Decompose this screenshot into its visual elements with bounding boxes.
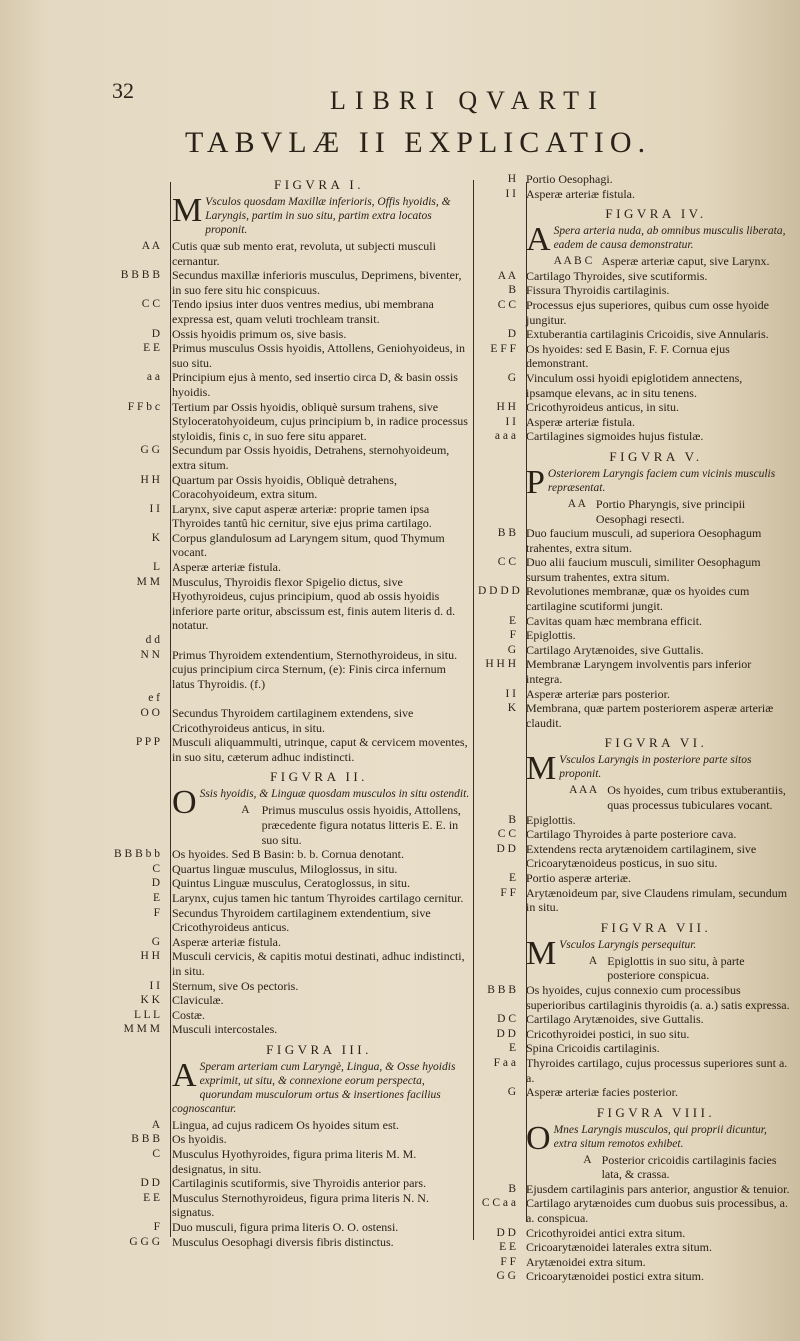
- legend-row: [110, 949, 470, 978]
- legend-row: [478, 283, 790, 298]
- legend-row: [200, 803, 470, 847]
- legend-label: D C: [497, 1013, 516, 1026]
- legend-text: Epiglottis.: [526, 628, 576, 643]
- legend-row: [478, 614, 790, 629]
- legend-row: [110, 400, 470, 444]
- legend-text: Epiglottis in suo situ, à parte posteriore conspicua.: [607, 953, 745, 983]
- legend-row: [478, 1269, 790, 1284]
- legend-row: [110, 979, 470, 994]
- legend-label: D D: [496, 1226, 516, 1239]
- legend-text: Arytænoidei extra situm.: [526, 1254, 646, 1269]
- legend-text: Primus Thyroidem extendentium, Sternothyroideus, in situ. cujus principium circa Sternum, (e): Finis circa infernum latus Thyroidis. (f.): [172, 647, 458, 691]
- legend-label: d d: [145, 634, 160, 647]
- legend-label: B: [508, 813, 516, 826]
- legend-label: E: [508, 614, 516, 627]
- legend-row: [548, 497, 790, 526]
- legend-text: Asperæ arteriæ fistula.: [526, 414, 635, 429]
- legend-label: G G G: [129, 1235, 160, 1248]
- figure-intro-text: Vsculos Laryngis in posteriore parte sitos proponit.: [559, 754, 752, 781]
- legend-label: C: [152, 1148, 160, 1161]
- figure-heading: FIGVRA VI.: [604, 735, 708, 751]
- figure-heading: FIGVRA VIII.: [596, 1104, 716, 1120]
- legend-row: [554, 1153, 790, 1182]
- legend-row: [478, 429, 790, 444]
- legend-row: [478, 342, 790, 371]
- legend-label: G G: [140, 444, 160, 457]
- legend-text: Musculus Oesophagi diversis fibris distinctus.: [172, 1234, 394, 1249]
- legend-text: Secundum par Ossis hyoidis, Detrahens, sternohyoideum, extra situm.: [172, 443, 450, 472]
- legend-row: [110, 327, 470, 342]
- legend-row: [554, 254, 790, 269]
- legend-row: [478, 1056, 790, 1085]
- legend-row: [110, 648, 470, 692]
- legend-label: A A: [141, 240, 160, 252]
- legend-row: [478, 1226, 790, 1241]
- legend-text: Musculi intercostales.: [172, 1022, 278, 1037]
- legend-text: Os hyoides: sed E Basin, F. F. Cornua ejus demonstrant.: [526, 341, 730, 371]
- legend-row: [110, 575, 470, 633]
- drop-capital: O: [526, 1119, 551, 1157]
- legend-label: A A A: [569, 784, 598, 797]
- legend-row: [110, 297, 470, 326]
- legend-text: Secundus Thyroidem cartilaginem extendens, sive Cricothyroideus anticus, in situ.: [172, 706, 414, 735]
- legend-label: M M: [136, 575, 160, 588]
- legend-text: Asperæ arteriæ pars posterior.: [526, 686, 670, 701]
- legend-row: [110, 502, 470, 531]
- figure-intro-text: Ssis hyoidis, & Linguæ quosdam musculos in situ ostendit.: [199, 788, 470, 801]
- legend-row: [478, 827, 790, 842]
- figure-section: [110, 177, 470, 764]
- legend-text: [168, 633, 470, 648]
- legend-row: [478, 1255, 790, 1270]
- legend-label: A: [588, 954, 598, 967]
- legend-text: Cavitas quam hæc membrana efficit.: [526, 613, 703, 628]
- legend-row: [478, 371, 790, 400]
- legend-label: F: [153, 1221, 160, 1234]
- legend-text: [168, 691, 470, 706]
- legend-text: Fissura Thyroidis cartilaginis.: [526, 283, 670, 298]
- figure-section: [478, 449, 790, 731]
- legend-row: [559, 783, 790, 812]
- legend-label: N N: [140, 648, 160, 661]
- legend-label: F F: [500, 1255, 516, 1268]
- legend-text: Asperæ arteriæ caput, sive Larynx.: [601, 254, 770, 269]
- legend-text: Corpus glandulosum ad Laryngem situm, quod Thymum vocant.: [172, 530, 445, 560]
- legend-row: [110, 443, 470, 472]
- figure-heading: FIGVRA II.: [270, 769, 368, 785]
- legend-text: Asperæ arteriæ fistula.: [172, 934, 281, 949]
- legend-row: [110, 1022, 470, 1037]
- legend-text: Secundus Thyroidem cartilaginem extendentium, sive Cricothyroideus anticus.: [172, 905, 431, 935]
- legend-row: [110, 1176, 470, 1191]
- legend-text: Cricoarytænoidei laterales extra situm.: [526, 1240, 712, 1255]
- legend-label: H H: [140, 473, 160, 486]
- legend-label: F: [153, 906, 160, 919]
- legend-text: Asperæ arteriæ fistula.: [526, 186, 635, 201]
- legend-label: A A: [567, 497, 586, 510]
- legend-row: [110, 1220, 470, 1235]
- legend-label: H H: [496, 401, 516, 414]
- legend-label: A: [151, 1118, 160, 1131]
- legend-label: D D: [496, 1027, 516, 1040]
- legend-label: A A: [497, 269, 516, 282]
- legend-text: Asperæ arteriæ fistula.: [172, 560, 281, 575]
- legend-label: E E: [143, 342, 160, 355]
- legend-text: Principium ejus à mento, sed insertio circa D, & basin ossis hyoidis.: [172, 370, 458, 399]
- legend-row: [110, 1147, 470, 1176]
- legend-text: Processus ejus superiores, quibus cum osse hyoide jungitur.: [526, 297, 769, 327]
- legend-label: D D D D: [478, 585, 520, 598]
- legend-text: Sternum, sive Os pectoris.: [172, 978, 299, 993]
- figure-section: [478, 920, 790, 1100]
- legend-row: [110, 993, 470, 1008]
- figure-intro: [478, 750, 790, 788]
- legend-row: [110, 633, 470, 648]
- left-column: [110, 172, 470, 1249]
- drop-capital: M: [526, 750, 557, 788]
- legend-label: D: [151, 327, 160, 340]
- legend-row: [110, 862, 470, 877]
- legend-label: F: [509, 629, 516, 642]
- legend-text: Costæ.: [172, 1007, 206, 1022]
- figure-section: [478, 735, 790, 914]
- legend-label: P P P: [135, 736, 160, 749]
- legend-label: G: [507, 643, 516, 656]
- legend-text: Os hyoidis.: [172, 1132, 227, 1147]
- legend-label: H H H: [485, 658, 516, 671]
- legend-text: Portio asperæ arteriæ.: [526, 870, 631, 885]
- legend-label: C C: [497, 556, 516, 569]
- figure-intro-text: Mnes Laryngis musculos, qui proprii dicuntur, extra situm remotos exhibet.: [553, 1123, 767, 1150]
- legend-text: Cricoarytænoidei postici extra situm.: [526, 1269, 704, 1284]
- legend-row: [110, 735, 470, 764]
- legend-row: [110, 1008, 470, 1023]
- drop-capital: A: [172, 1056, 197, 1094]
- drop-capital: O: [172, 784, 197, 822]
- legend-label: I I: [149, 502, 160, 515]
- legend-label: C C a a: [481, 1197, 516, 1210]
- legend-text: Secundus maxillæ inferioris musculus, Deprimens, biventer, in suo fere situ hic conspicuus.: [172, 268, 462, 297]
- legend-text: Cartilagines sigmoides hujus fistulæ.: [526, 429, 704, 444]
- legend-text: Tendo ipsius inter duos ventres medius, ubi membrana expressa est, quam veluti trochleam transit.: [172, 297, 434, 326]
- legend-row: [478, 871, 790, 886]
- legend-row: [478, 584, 790, 613]
- legend-row: [478, 628, 790, 643]
- figure-intro-text: Speram arteriam cum Laryngè, Lingua, & Osse hyoidis exprimit, ut situ, & connexione eorum perspecta, quorundam musculorum ortus & insertiones facilius cognoscantur.: [172, 1060, 456, 1115]
- legend-text: Os hyoides, cum tribus extuberantiis, quas processus tubiculares vocant.: [607, 783, 786, 812]
- legend-text: Membranæ Laryngem involventis pars inferior integra.: [526, 657, 752, 687]
- legend-label: F a a: [493, 1056, 516, 1069]
- legend-label: e f: [148, 692, 160, 705]
- right-column: [478, 172, 790, 1284]
- figure-section: [110, 769, 470, 1037]
- legend-row: [110, 691, 470, 706]
- legend-label: H: [507, 173, 516, 185]
- legend-label: A A B C: [553, 255, 593, 268]
- legend-label: B B B: [131, 1133, 160, 1146]
- legend-label: G G: [496, 1270, 516, 1283]
- legend-label: G: [151, 935, 160, 948]
- legend-label: C C: [497, 298, 516, 311]
- figure-intro: [478, 221, 790, 259]
- legend-row: [110, 935, 470, 950]
- figure-heading: FIGVRA V.: [609, 448, 703, 464]
- legend-label: B B B: [487, 983, 516, 996]
- legend-label: K: [151, 531, 160, 544]
- legend-row: [478, 269, 790, 284]
- legend-row: [478, 187, 790, 202]
- legend-label: H H: [140, 950, 160, 963]
- legend-row: [478, 842, 790, 871]
- legend-label: E E: [499, 1241, 516, 1254]
- legend-row: [478, 1196, 790, 1225]
- legend-text: Cartilaginis scutiformis, sive Thyroidis anterior pars.: [172, 1176, 427, 1191]
- legend-label: A: [241, 804, 250, 817]
- figure-section: [478, 206, 790, 444]
- figure-intro-text: Vsculos quosdam Maxillæ inferioris, Offis hyoidis, & Laryngis, partim in suo situ, partim extra locatos proponit.: [205, 196, 451, 236]
- legend-label: C: [152, 862, 160, 875]
- legend-row: [478, 298, 790, 327]
- legend-label: E: [152, 891, 160, 904]
- legend-text: Primus musculus ossis hyoidis, Attollens, præcedente figura notatus litteris E. E. in suo situ.: [261, 803, 461, 847]
- figure-section: [478, 1105, 790, 1284]
- legend-text: Cartilago Thyroides à parte posteriore cava.: [526, 827, 737, 842]
- legend-row: [478, 526, 790, 555]
- legend-label: L L L: [134, 1008, 160, 1021]
- legend-row: [478, 400, 790, 415]
- legend-text: Cutis quæ sub mento erat, revoluta, ut subjecti musculi cernantur.: [172, 239, 436, 268]
- legend-label: K K: [140, 994, 160, 1007]
- drop-capital: M: [526, 934, 557, 972]
- legend-row: [478, 643, 790, 658]
- legend-row: [559, 954, 790, 983]
- legend-row: [478, 687, 790, 702]
- legend-text: Asperæ arteriæ facies posterior.: [526, 1085, 678, 1100]
- legend-label: M M M: [123, 1023, 160, 1036]
- legend-row: [110, 1191, 470, 1220]
- legend-row: [478, 172, 790, 187]
- legend-text: Musculi aliquammulti, utrinque, caput & cervicem moventes, in suo situ, cæterum adhuc indistincti.: [172, 735, 468, 764]
- legend-row: [478, 327, 790, 342]
- page-title: TABVLÆ II EXPLICATIO.: [185, 126, 652, 159]
- legend-label: F F: [500, 886, 516, 899]
- legend-label: B B: [497, 527, 516, 540]
- figure-intro: [110, 192, 470, 237]
- legend-label: I I: [505, 687, 516, 700]
- legend-label: G: [507, 1086, 516, 1099]
- legend-text: Posterior cricoidis cartilaginis facies lata, & crassa.: [601, 1152, 777, 1182]
- legend-row: [478, 1041, 790, 1056]
- legend-row: [478, 1027, 790, 1042]
- figure-section: [478, 172, 790, 201]
- figure-heading: FIGVRA III.: [266, 1041, 372, 1057]
- legend-text: Musculus, Thyroidis flexor Spigelio dictus, sive Hyothyroideus, cujus principium, quod ab ossis hyoidis inferiore parte oritur, abscissum est, finis autem literis d. d. notatur.: [172, 574, 456, 633]
- legend-row: [110, 847, 470, 862]
- legend-label: O O: [140, 707, 160, 719]
- legend-text: Portio Oesophagi.: [526, 172, 613, 186]
- legend-label: B B B B: [120, 269, 160, 282]
- legend-label: C C: [141, 298, 160, 311]
- legend-label: a a: [146, 371, 160, 384]
- legend-row: [110, 706, 470, 735]
- legend-label: D D: [496, 842, 516, 855]
- legend-text: Duo faucium musculi, ad superiora Oesophagum trahentes, extra situm.: [526, 526, 762, 555]
- figure-section: [110, 1042, 470, 1249]
- legend-label: K: [507, 702, 516, 715]
- legend-row: [478, 1182, 790, 1197]
- legend-text: Lingua, ad cujus radicem Os hyoides situm est.: [172, 1117, 399, 1132]
- legend-text: Cartilago arytænoides cum duobus suis processibus, a. a. conspicua.: [526, 1196, 788, 1226]
- legend-label: E F F: [490, 342, 516, 355]
- legend-label: L: [152, 561, 160, 574]
- figure-intro: [478, 463, 790, 501]
- legend-row: [478, 886, 790, 915]
- legend-text: Os hyoides. Sed B Basin: b. b. Cornua denotant.: [172, 847, 404, 862]
- legend-row: [110, 1118, 470, 1133]
- legend-label: I I: [505, 187, 516, 200]
- legend-label: I I: [149, 979, 160, 992]
- legend-row: [110, 473, 470, 502]
- legend-label: E E: [143, 1191, 160, 1204]
- legend-text: Claviculæ.: [172, 993, 224, 1008]
- legend-row: [478, 1012, 790, 1027]
- figure-intro-text: Spera arteria nuda, ab omnibus musculis liberata, eadem de causa demonstratur.: [553, 225, 786, 252]
- legend-label: E: [508, 871, 516, 884]
- drop-capital: P: [526, 463, 545, 501]
- legend-row: [110, 1235, 470, 1250]
- legend-row: [110, 268, 470, 297]
- legend-label: D: [507, 328, 516, 341]
- legend-row: [110, 1132, 470, 1147]
- drop-capital: A: [526, 221, 551, 259]
- legend-text: Cartilago Arytænoides, sive Guttalis.: [526, 1012, 704, 1027]
- legend-text: Ossis hyoidis primum os, sive basis.: [172, 326, 347, 341]
- figure-heading: FIGVRA I.: [273, 177, 364, 192]
- legend-text: Quartum par Ossis hyoidis, Obliquè detrahens, Coracohyoideum, extra situm.: [172, 472, 397, 502]
- legend-text: Musculus Sternothyroideus, figura prima literis N. N. signatus.: [172, 1190, 429, 1220]
- legend-text: Duo alii faucium musculi, similiter Oesophagum sursum trahentes, extra situm.: [526, 555, 761, 584]
- legend-label: B B B b b: [113, 848, 160, 861]
- legend-text: Quintus Linguæ musculus, Ceratoglossus, in situ.: [172, 876, 411, 891]
- legend-row: [110, 891, 470, 906]
- legend-label: G: [507, 371, 516, 384]
- figure-intro-text: Vsculos Laryngis persequitur.: [559, 938, 697, 951]
- figure-intro: [478, 1119, 790, 1157]
- legend-text: Quartus linguæ musculus, Miloglossus, in situ.: [172, 861, 398, 876]
- figure-heading: FIGVRA IV.: [605, 206, 707, 222]
- legend-label: C C: [497, 828, 516, 841]
- legend-row: [110, 341, 470, 370]
- legend-text: Duo musculi, figura prima literis O. O. ostensi.: [172, 1220, 399, 1235]
- legend-row: [110, 239, 470, 268]
- legend-row: [478, 1240, 790, 1255]
- legend-row: [478, 1085, 790, 1100]
- legend-text: Revolutiones membranæ, quæ os hyoides cum cartilagine scutiformi jungit.: [526, 584, 750, 614]
- page-number: 32: [112, 78, 134, 103]
- legend-label: A: [583, 1153, 592, 1166]
- figure-heading: FIGVRA VII.: [600, 919, 712, 935]
- legend-text: Cricothyroideus anticus, in situ.: [526, 400, 679, 415]
- legend-text: Cricothyroidei antici extra situm.: [526, 1225, 686, 1240]
- legend-label: F F b c: [127, 400, 160, 413]
- legend-row: [110, 560, 470, 575]
- legend-text: Spina Cricoidis cartilaginis.: [526, 1041, 660, 1056]
- legend-text: Extendens recta arytænoidem cartilaginem, sive Cricoarytænoideus posticus, in suo situ.: [526, 841, 757, 871]
- legend-text: Ejusdem cartilaginis pars anterior, angustior & tenuior.: [526, 1181, 790, 1196]
- legend-label: B: [508, 284, 516, 297]
- legend-text: Cricothyroidei postici, in suo situ.: [526, 1026, 690, 1041]
- figure-intro: [110, 1056, 470, 1116]
- legend-text: Arytænoideum par, sive Claudens rimulam, secundum in situ.: [526, 885, 788, 915]
- legend-row: [478, 983, 790, 1012]
- legend-label: a a a: [494, 430, 516, 443]
- legend-text: Membrana, quæ partem posteriorem asperæ arteriæ claudit.: [526, 701, 774, 730]
- legend-text: Thyroides cartilago, cujus processus superiores sunt a. a.: [526, 1055, 788, 1085]
- legend-row: [478, 555, 790, 584]
- legend-label: D: [151, 877, 160, 890]
- legend-label: I I: [505, 415, 516, 428]
- legend-label: D D: [140, 1177, 160, 1190]
- legend-text: Epiglottis.: [526, 812, 576, 827]
- legend-text: Portio Pharyngis, sive principii Oesophagi resecti.: [595, 496, 746, 526]
- drop-capital: M: [172, 192, 203, 229]
- legend-row: [478, 415, 790, 430]
- legend-text: Musculi cervicis, & capitis motui destinati, adhuc indistincti, in situ.: [172, 949, 465, 978]
- legend-text: Larynx, sive caput asperæ arteriæ: proprie tamen ipsa Thyroides tantû hic cernitur, sive ejus prima cartilago.: [172, 501, 432, 531]
- legend-text: Cartilago Thyroides, sive scutiformis.: [526, 268, 708, 283]
- legend-label: E: [508, 1042, 516, 1055]
- legend-row: [478, 701, 790, 730]
- legend-text: Tertium par Ossis hyoidis, obliquè sursum trahens, sive Styloceratohyoideum, cujus principium b, in radice processus styloidis, finis c, in suo fere situ apparet.: [172, 399, 468, 443]
- legend-text: Larynx, cujus tamen hic tantum Thyroides cartilago cernitur.: [172, 890, 464, 905]
- running-header: LIBRI QVARTI: [330, 86, 606, 115]
- legend-row: [110, 531, 470, 560]
- legend-text: Os hyoides, cujus connexio cum processibus superioribus cartilaginis thyroidis (a. a.) satis expressa.: [526, 982, 790, 1012]
- legend-row: [110, 906, 470, 935]
- figure-intro: [110, 784, 470, 822]
- legend-row: [478, 657, 790, 686]
- column-divider-rule: [473, 180, 474, 1240]
- legend-text: Vinculum ossi hyoidi epiglotidem annectens, ipsamque elevans, ac in situ tenens.: [526, 370, 743, 400]
- legend-text: Cartilago Arytænoides, sive Guttalis.: [526, 642, 704, 657]
- legend-label: B: [508, 1182, 516, 1195]
- legend-text: Primus musculus Ossis hyoidis, Attollens, Geniohyoideus, in suo situ.: [172, 341, 466, 370]
- figure-intro-text: Osteriorem Laryngis faciem cum vicinis musculis repræsentat.: [547, 467, 776, 494]
- legend-text: Extuberantia cartilaginis Cricoidis, sive Annularis.: [526, 327, 769, 342]
- legend-text: Musculus Hyothyroides, figura prima literis M. M. designatus, in situ.: [172, 1147, 417, 1176]
- legend-row: [110, 876, 470, 891]
- legend-row: [478, 813, 790, 828]
- legend-row: [110, 370, 470, 399]
